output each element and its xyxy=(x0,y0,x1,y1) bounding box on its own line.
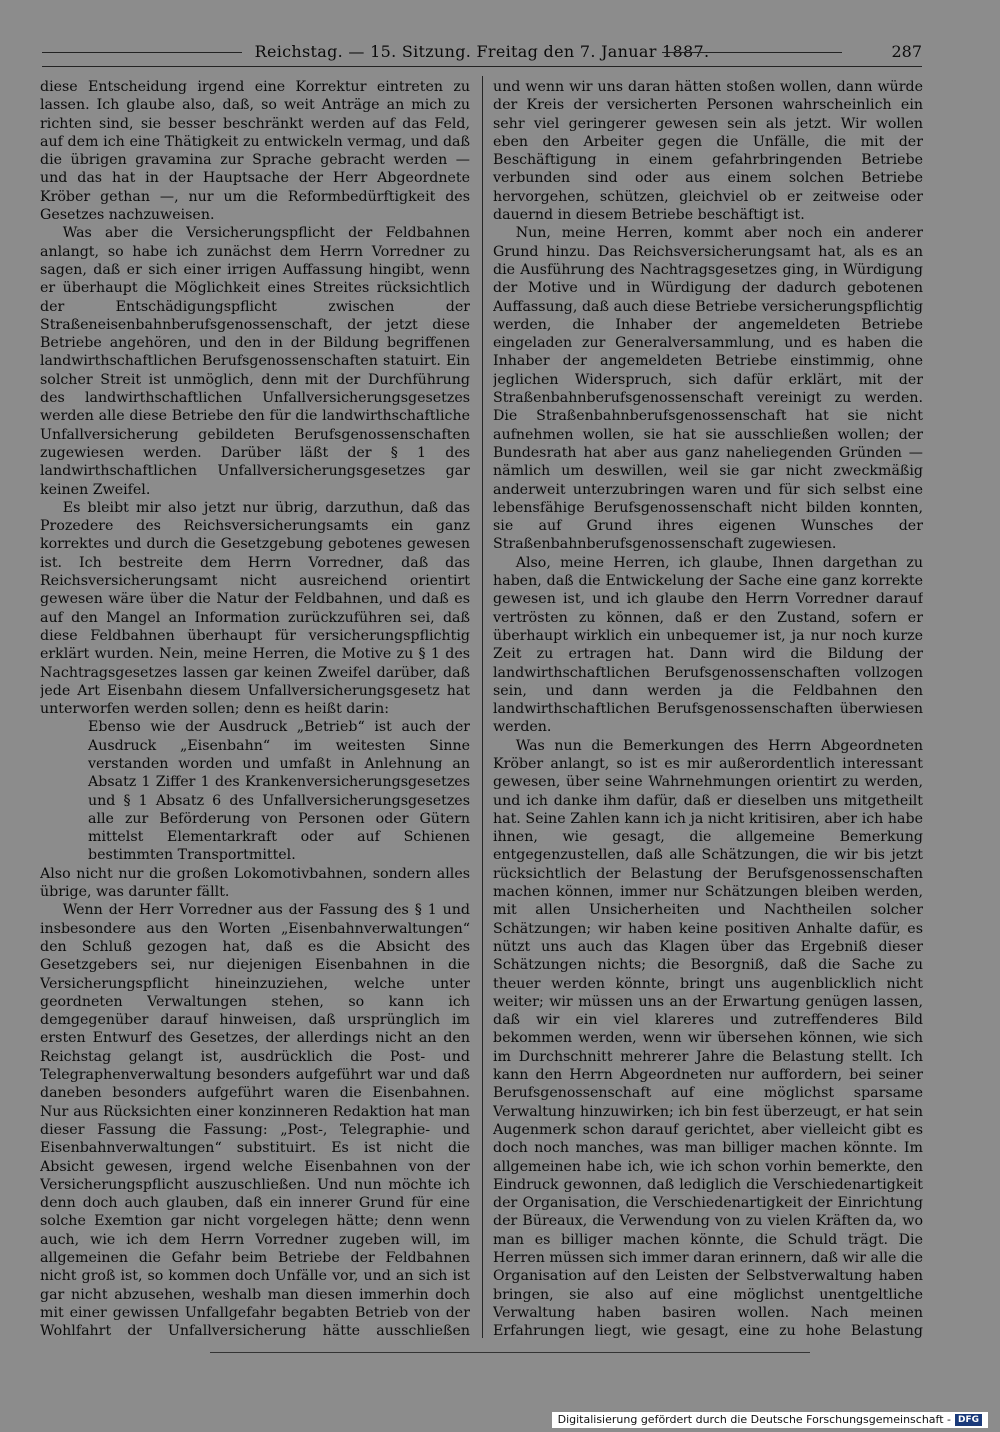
paragraph: Also, meine Herren, ich glaube, Ihnen dargethan zu haben, daß die Entwickelung der Sache eine ganz korrekte gewesen ist, und ich glaube den Herrn Vorredner darauf vertrösten zu können, daß er den Zustand, sofern er überhaupt wirklich ein unbequemer ist, ja nur noch kurze Zeit zu ertragen hat. Dann wird die Bildung der landwirthschaftlichen Berufsgenossenschaften vollzogen sein, und dann werden ja die Feldbahnen den landwirthschaftlichen Berufsgenossenschaften überwiesen werden. xyxy=(493,554,923,736)
paragraph: Es bleibt mir also jetzt nur übrig, darzuthun, daß das Prozedere des Reichsversicherungsamts ein ganz korrektes und durch die Gesetzgebung gebotenes gewesen ist. Ich bestreite dem Herrn Vorredner, daß das Reichsversicherungsamt nicht ausreichend orientirt gewesen wäre über die Natur der Feldbahnen, und daß es auf den Mangel an Information zurückzuführen sei, daß diese Feldbahnen überhaupt für versicherungspflichtig erklärt wurden. Nein, meine Herren, die Motive zu § 1 des Nachtragsgesetzes lassen gar keinen Zweifel darüber, daß jede Art Eisenbahn diesem Unfallversicherungsgesetz hat unterworfen werden sollen; denn es heißt darin: xyxy=(40,499,470,718)
paragraph: und wenn wir uns daran hätten stoßen wollen, dann würde der Kreis der versicherten Personen wahrscheinlich ein sehr viel geringerer gewesen sein als jetzt. Wir wollen eben den Arbeiter gegen die Unfälle, die mit der Beschäftigung in einem gefahrbringenden Betriebe verbunden sind oder aus einem solchen Betriebe hervorgehen, schützen, gleichviel ob er zeitweise oder dauernd in diesem Betriebe beschäftigt ist. xyxy=(493,79,923,224)
digitization-credit xyxy=(552,1412,988,1428)
header-divider xyxy=(42,66,922,67)
page-header xyxy=(42,40,922,64)
credit-text: Digitalisierung gefördert durch die Deutsche Forschungsgemeinschaft - xyxy=(557,1413,951,1426)
block-quote: Ebenso wie der Ausdruck „Betrieb“ ist auch der Ausdruck „Eisenbahn“ im weitesten Sinne verstanden worden und umfaßt in Anlehnung an Absatz 1 Ziffer 1 des Krankenversicherungsgesetzes und § 1 Absatz 6 des Unfallversicherungsgesetzes alle zur Beförderung von Personen oder Gütern mittelst Elementarkraft oder auf Schienen bestimmten Transportmittel. xyxy=(88,719,470,864)
running-title: Reichstag. — 15. Sitzung. Freitag den 7. Januar 1887. xyxy=(254,42,710,61)
page-number: 287 xyxy=(891,42,922,61)
footer-rule xyxy=(210,1352,810,1353)
right-column xyxy=(493,78,923,1340)
paragraph: Was aber die Versicherungspflicht der Feldbahnen anlangt, so habe ich zunächst dem Herrn Vorredner zu sagen, daß er sich einer irrigen Auffassung hingibt, wenn er überhaupt die Möglichkeit eines Streites rücksichtlich der Entschädigungspflicht zwischen der Straßeneisenbahnberufsgenossenschaft, der jetzt diese Betriebe angehören, und den in der Bildung begriffenen landwirthschaftlichen Berufsgenossenschaften statuirt. Ein solcher Streit ist unmöglich, denn mit der Durchführung des landwirthschaftlichen Unfallversicherungsgesetzes werden alle diese Betriebe den für die landwirthschaftliche Unfallversicherung gebildeten Berufsgenossenschaften zugewiesen werden. Darüber läßt der § 1 des landwirthschaftlichen Unfallversicherungsgesetzes gar keinen Zweifel. xyxy=(40,225,470,498)
column-divider xyxy=(482,76,483,1338)
dfg-logo: DFG xyxy=(955,1414,982,1426)
paragraph: Wenn der Herr Vorredner aus der Fassung des § 1 und insbesondere aus den Worten „Eisenbahnverwaltungen“ den Schluß gezogen hat, daß es die Absicht des Gesetzgebers sei, nur diejenigen Eisenbahnen in die Versicherungspflicht hineinzuziehen, welche unter geordneten Verwaltungen stehen, so kann ich demgegenüber darauf hinweisen, daß ursprünglich im ersten Entwurf des Gesetzes, der allerdings nicht an den Reichstag gelangt ist, ausdrücklich die Post- und Telegraphenverwaltung besonders aufgeführt war und daß daneben besonders aufgeführt waren die Eisenbahnen. Nur aus Rücksichten einer konzinneren Redaktion hat man dieser Fassung die Fassung: „Post-, Telegraphie- und Eisenbahnverwaltungen“ substituirt. Es ist nicht die Absicht gewesen, irgend welche Eisenbahnen von der Versicherungspflicht auszuschließen. Und nun möchte ich denn doch auch glauben, daß ein innerer Grund für eine solche Exemtion gar nicht vorgelegen hätte; denn wenn auch, wie ich dem Herrn Vorredner zugeben will, im allgemeinen die Gefahr beim Betriebe der Feldbahnen nicht groß ist, so kommen doch Unfälle vor, und an sich ist gar nicht abzusehen, weshalb man diesen immerhin doch mit einer gewissen Unfallgefahr begabten Betrieb von der Wohlfahrt der Unfallversicherung hätte ausschließen xyxy=(40,902,470,1340)
paragraph: Nun, meine Herren, kommt aber noch ein anderer Grund hinzu. Das Reichsversicherungsamt hat, als es an die Ausführung des Nachtragsgesetzes ging, in Würdigung der Motive und in Würdigung der dadurch gebotenen Auffassung, daß auch diese Betriebe versicherungspflichtig werden, die Inhaber der angemeldeten Betriebe eingeladen zur Generalversammlung, und es haben die Inhaber der angemeldeten Betriebe einstimmig, ohne jeglichen Widerspruch, sich dafür erklärt, mit der Straßenbahnberufsgenossenschaft vereinigt zu werden. Die Straßenbahnberufsgenossenschaft hat sie nicht aufnehmen wollen, sie hat sie ausschließen wollen; der Bundesrath hat aber aus ganz naheliegenden Gründen — nämlich um deswillen, weil sie gar nicht zweckmäßig anderweit unterzubringen waren und für sich selbst eine lebensfähige Berufsgenossenschaft nicht bilden konnten, sie auf Grund ihres eigenen Wunsches der Straßenbahnberufsgenossenschaft zugewiesen. xyxy=(493,225,923,553)
header-rule-right xyxy=(662,52,842,53)
paragraph: Was nun die Bemerkungen des Herrn Abgeordneten Kröber anlangt, so ist es mir außerordentlich interessant gewesen, über seine Wahrnehmungen orientirt zu werden, und ich danke ihm dafür, daß er dieselben uns mitgetheilt hat. Seine Zahlen kann ich ja nicht kritisiren, aber ich habe ihnen, wie gesagt, die allgemeine Bemerkung entgegenzustellen, daß alle Schätzungen, die wir bis jetzt rücksichtlich der Belastung der Berufsgenossenschaften machen können, immer nur Schätzungen bleiben werden, mit allen Unsicherheiten und Nachtheilen solcher Schätzungen; wir haben keine positiven Anhalte dafür, es nützt uns auch das Klagen über das Ergebniß dieser Schätzungen nichts; die Besorgniß, daß die Sache zu theuer werden könnte, bringt uns augenblicklich nicht weiter; wir müssen uns an der Erwartung genügen lassen, daß wir ein viel klareres und zutreffenderes Bild bekommen werden, wenn wir übersehen können, wie sich im Durchschnitt mehrerer Jahre die Belastung stellt. Ich kann den Herrn Abgeordneten nur auffordern, bei seiner Berufsgenossenschaft auf eine möglichst sparsame Verwaltung hinzuwirken; ich bin fest überzeugt, er hat sein Augenmerk schon darauf gerichtet, aber vielleicht gibt es doch noch manches, was man billiger machen könnte. Im allgemeinen habe ich, wie ich schon vorhin bemerkte, den Eindruck gewonnen, daß lediglich die Verschiedenartigkeit der Organisation, die Verschiedenartigkeit der Einrichtung der Büreaux, die Verwendung von zu vielen Kräften da, wo man es billiger machen könnte, die Schuld trägt. Die Herren müssen sich immer daran erinnern, daß wir alle die Organisation auf den Leisten der Selbstverwaltung haben bringen, sie also auf eine möglichst unentgeltliche Verwaltung haben basiren wollen. Nach meinen Erfahrungen liegt, wie gesagt, eine zu hohe Belastung xyxy=(493,737,923,1340)
left-column xyxy=(40,78,470,1340)
paragraph: Also nicht nur die großen Lokomotivbahnen, sondern alles übrige, was darunter fällt. xyxy=(40,865,470,901)
paragraph: diese Entscheidung irgend eine Korrektur eintreten zu lassen. Ich glaube also, daß, so weit Anträge an mich zu richten sind, sie besser beschränkt werden auf das Feld, auf dem ich eine Thätigkeit zu entwickeln vermag, und daß die übrigen gravamina zur Sprache gebracht werden — und das hat in der Hauptsache der Herr Abgeordnete Kröber gethan —, nur um die Reformbedürftigkeit des Gesetzes nachzuweisen. xyxy=(40,79,470,224)
